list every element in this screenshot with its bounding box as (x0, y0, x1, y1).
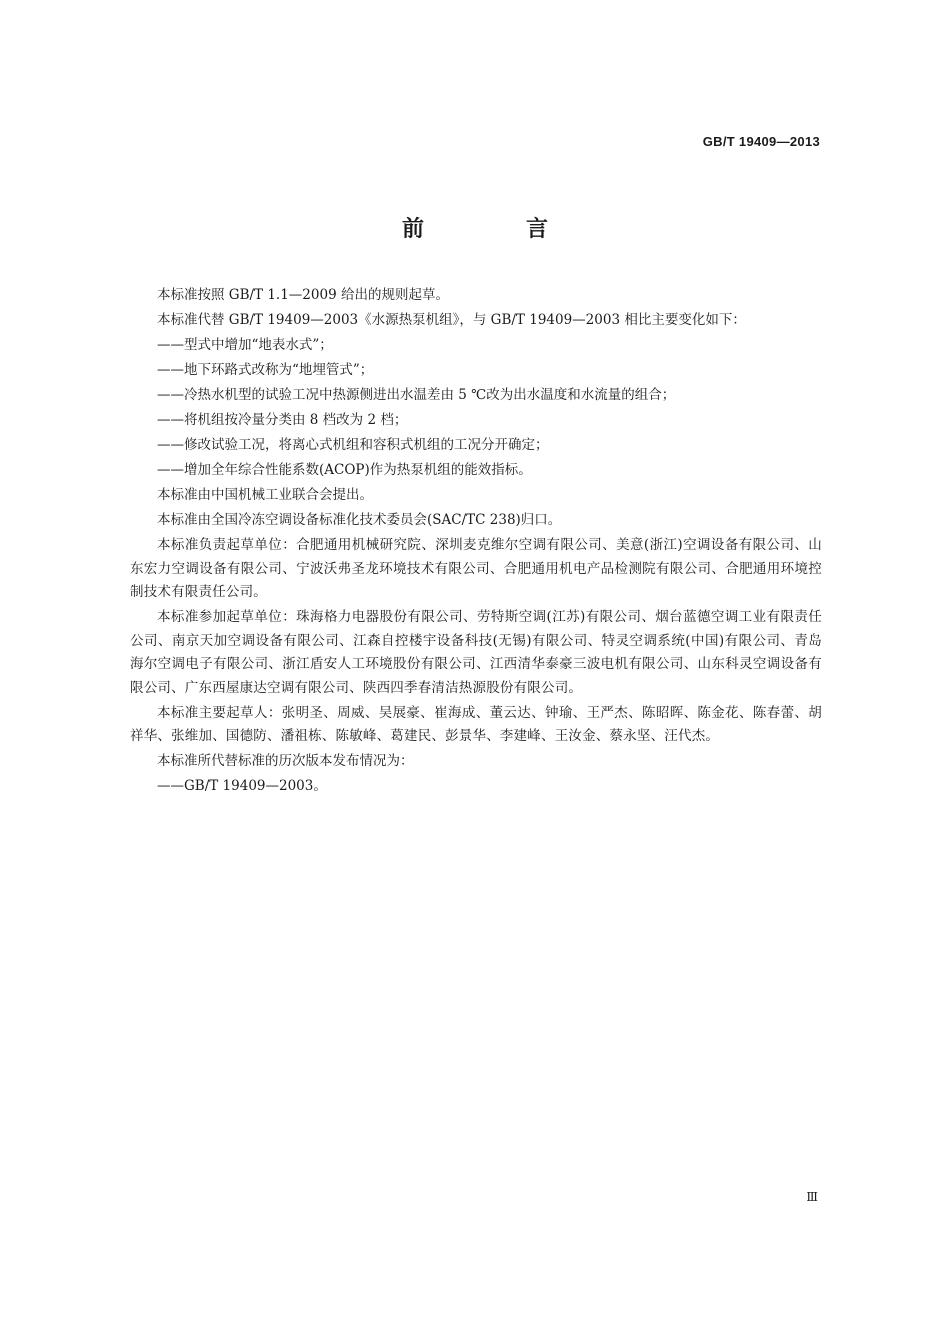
list-item-change: ——修改试验工况，将离心式机组和容积式机组的工况分开确定； (157, 437, 549, 453)
paragraph-committee: 本标准由全国冷冻空调设备标准化技术委员会(SAC/TC 238)归口。 (157, 512, 562, 528)
paragraph-proposer: 本标准由中国机械工业联合会提出。 (157, 487, 373, 503)
page-title: 前 言 (401, 217, 588, 242)
list-item-change: ——型式中增加“地表水式”； (157, 337, 333, 353)
list-item-change: ——增加全年综合性能系数(ACOP)作为热泵机组的能效指标。 (157, 462, 532, 478)
list-item-change: ——地下环路式改称为“地埋管式”； (157, 362, 374, 378)
page-number: Ⅲ (806, 1190, 818, 1204)
standard-code: GB/T 19409—2013 (702, 134, 820, 149)
paragraph-participating-drafters: 本标准参加起草单位：珠海格力电器股份有限公司、劳特斯空调(江苏)有限公司、烟台蓝德空调工业有限责任公司、南京天加空调设备有限公司、江森自控楼宇设备科技(无锡)有限公司、特灵空调系统(中国)有限公司、青岛海尔空调电子有限公司、浙江盾安人工环境股份有限公司、江西清华泰豪三波电机有限公司、山东科灵空调设备有限公司、广东西屋康达空调有限公司、陕西四季春清洁热源股份有限公司。 (130, 609, 822, 696)
paragraph-main-drafters: 本标准主要起草人：张明圣、周威、吴展豪、崔海成、董云达、钟瑜、王严杰、陈昭晖、陈金花、陈春蕾、胡祥华、张维加、国德防、潘祖栋、陈敏峰、葛建民、彭景华、李建峰、王汝金、蔡永坚、汪代杰。 (130, 704, 822, 744)
list-item-change: ——将机组按冷量分类由 8 档改为 2 档； (157, 412, 408, 428)
document-body (130, 284, 822, 800)
paragraph-history: 本标准所代替标准的历次版本发布情况为： (157, 753, 414, 769)
paragraph-lead-drafters: 本标准负责起草单位：合肥通用机械研究院、深圳麦克维尔空调有限公司、美意(浙江)空调设备有限公司、山东宏力空调设备有限公司、宁波沃弗圣龙环境技术有限公司、合肥通用机电产品检测院有限公司、合肥通用环境控制技术有限责任公司。 (130, 537, 822, 600)
paragraph-replacement: 本标准代替 GB/T 19409—2003《水源热泵机组》，与 GB/T 19409—2003 相比主要变化如下： (157, 312, 746, 328)
list-item-history: ——GB/T 19409—2003。 (157, 778, 327, 794)
paragraph-drafting-rule: 本标准按照 GB/T 1.1—2009 给出的规则起草。 (157, 287, 449, 303)
list-item-change: ——冷热水机型的试验工况中热源侧进出水温差由 5 ℃改为出水温度和水流量的组合； (157, 387, 676, 403)
